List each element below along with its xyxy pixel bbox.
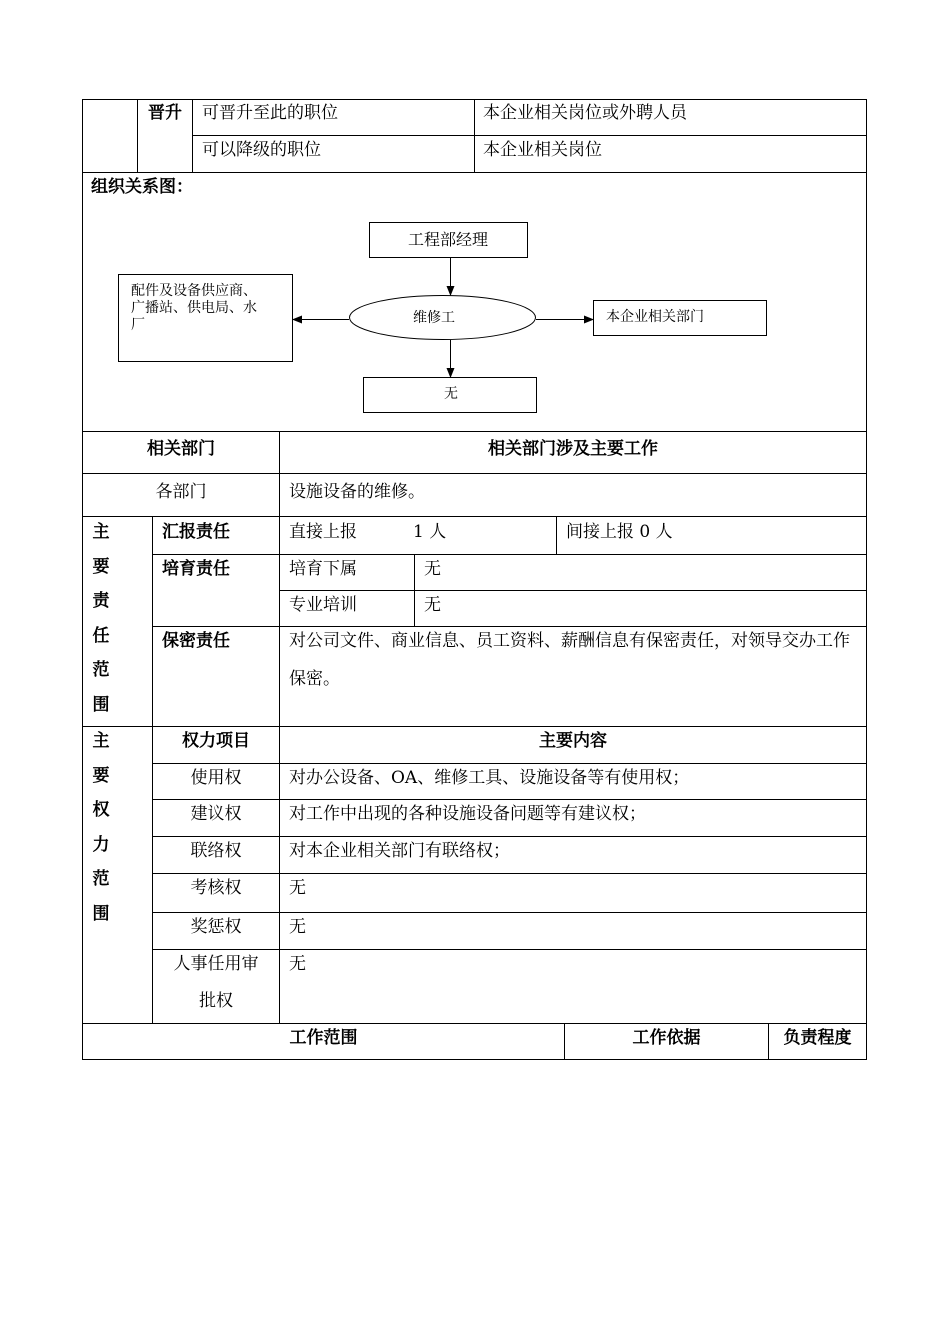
org-manager-text: 工程部经理: [407, 230, 489, 249]
responsibility-section-label: 主 要 责 任 范 围: [92, 522, 110, 715]
report-label: 汇报责任: [162, 522, 230, 542]
related-work-value: 设施设备的维修。: [289, 482, 425, 502]
report-direct-label: 直接上报: [289, 522, 357, 542]
promotion-up-value: 本企业相关岗位或外聘人员: [483, 103, 687, 123]
related-work-header: 相关部门涉及主要工作: [488, 439, 658, 459]
promotion-up-item: 可晋升至此的职位: [202, 103, 338, 123]
train-label: 培育责任: [162, 559, 230, 579]
report-direct-value: 1 人: [413, 522, 447, 542]
authority-content: 对工作中出现的各种设施设备问题等有建议权；: [289, 804, 646, 824]
related-dept-header: 相关部门: [147, 439, 215, 459]
work-basis-header: 工作依据: [632, 1028, 701, 1048]
authority-item: 联络权: [190, 841, 242, 861]
org-right-text: 本企业相关部门: [606, 309, 704, 325]
org-left-line-3: 厂: [131, 317, 145, 333]
authority-item: 考核权: [190, 878, 242, 898]
train-pro-value: 无: [424, 595, 441, 615]
authority-item-last-line1: 人事任用审: [173, 954, 259, 974]
related-dept-value: 各部门: [155, 482, 207, 502]
report-indirect: 间接上报 0 人: [566, 522, 673, 542]
authority-item: 建议权: [190, 804, 242, 824]
authority-content: 对本企业相关部门有联络权；: [289, 841, 510, 861]
authority-item-header: 权力项目: [182, 731, 250, 751]
secret-label: 保密责任: [162, 631, 230, 651]
train-sub-value: 无: [424, 559, 441, 579]
responsibility-degree-header: 负责程度: [783, 1028, 852, 1048]
secret-text: 对公司文件、商业信息、员工资料、薪酬信息有保密责任，对领导交办工作保密。: [289, 631, 850, 689]
org-chart-heading: 组织关系图：: [91, 177, 193, 197]
authority-content-last: 无: [289, 954, 306, 974]
work-scope-header: 工作范围: [289, 1028, 358, 1048]
authority-section-label: 主 要 权 力 范 围: [92, 731, 110, 924]
authority-item-last-line2: 批权: [199, 991, 233, 1011]
authority-content: 对办公设备、OA、维修工具、设施设备等有使用权；: [289, 768, 690, 788]
authority-item: 使用权: [190, 768, 242, 788]
org-center-text: 维修工: [413, 310, 455, 326]
org-bottom-text: 无: [444, 386, 458, 402]
authority-item: 奖惩权: [190, 917, 242, 937]
org-left-line-2: 广播站、供电局、水: [131, 300, 257, 316]
promotion-down-item: 可以降级的职位: [202, 140, 321, 160]
org-left-line-1: 配件及设备供应商、: [131, 283, 257, 299]
authority-content: 无: [289, 878, 306, 898]
promotion-label: 晋升: [148, 103, 182, 123]
authority-content: 无: [289, 917, 306, 937]
train-pro-label: 专业培训: [289, 595, 357, 615]
authority-content-header: 主要内容: [539, 731, 607, 751]
promotion-down-value: 本企业相关岗位: [483, 140, 602, 160]
train-sub-label: 培育下属: [289, 559, 357, 579]
